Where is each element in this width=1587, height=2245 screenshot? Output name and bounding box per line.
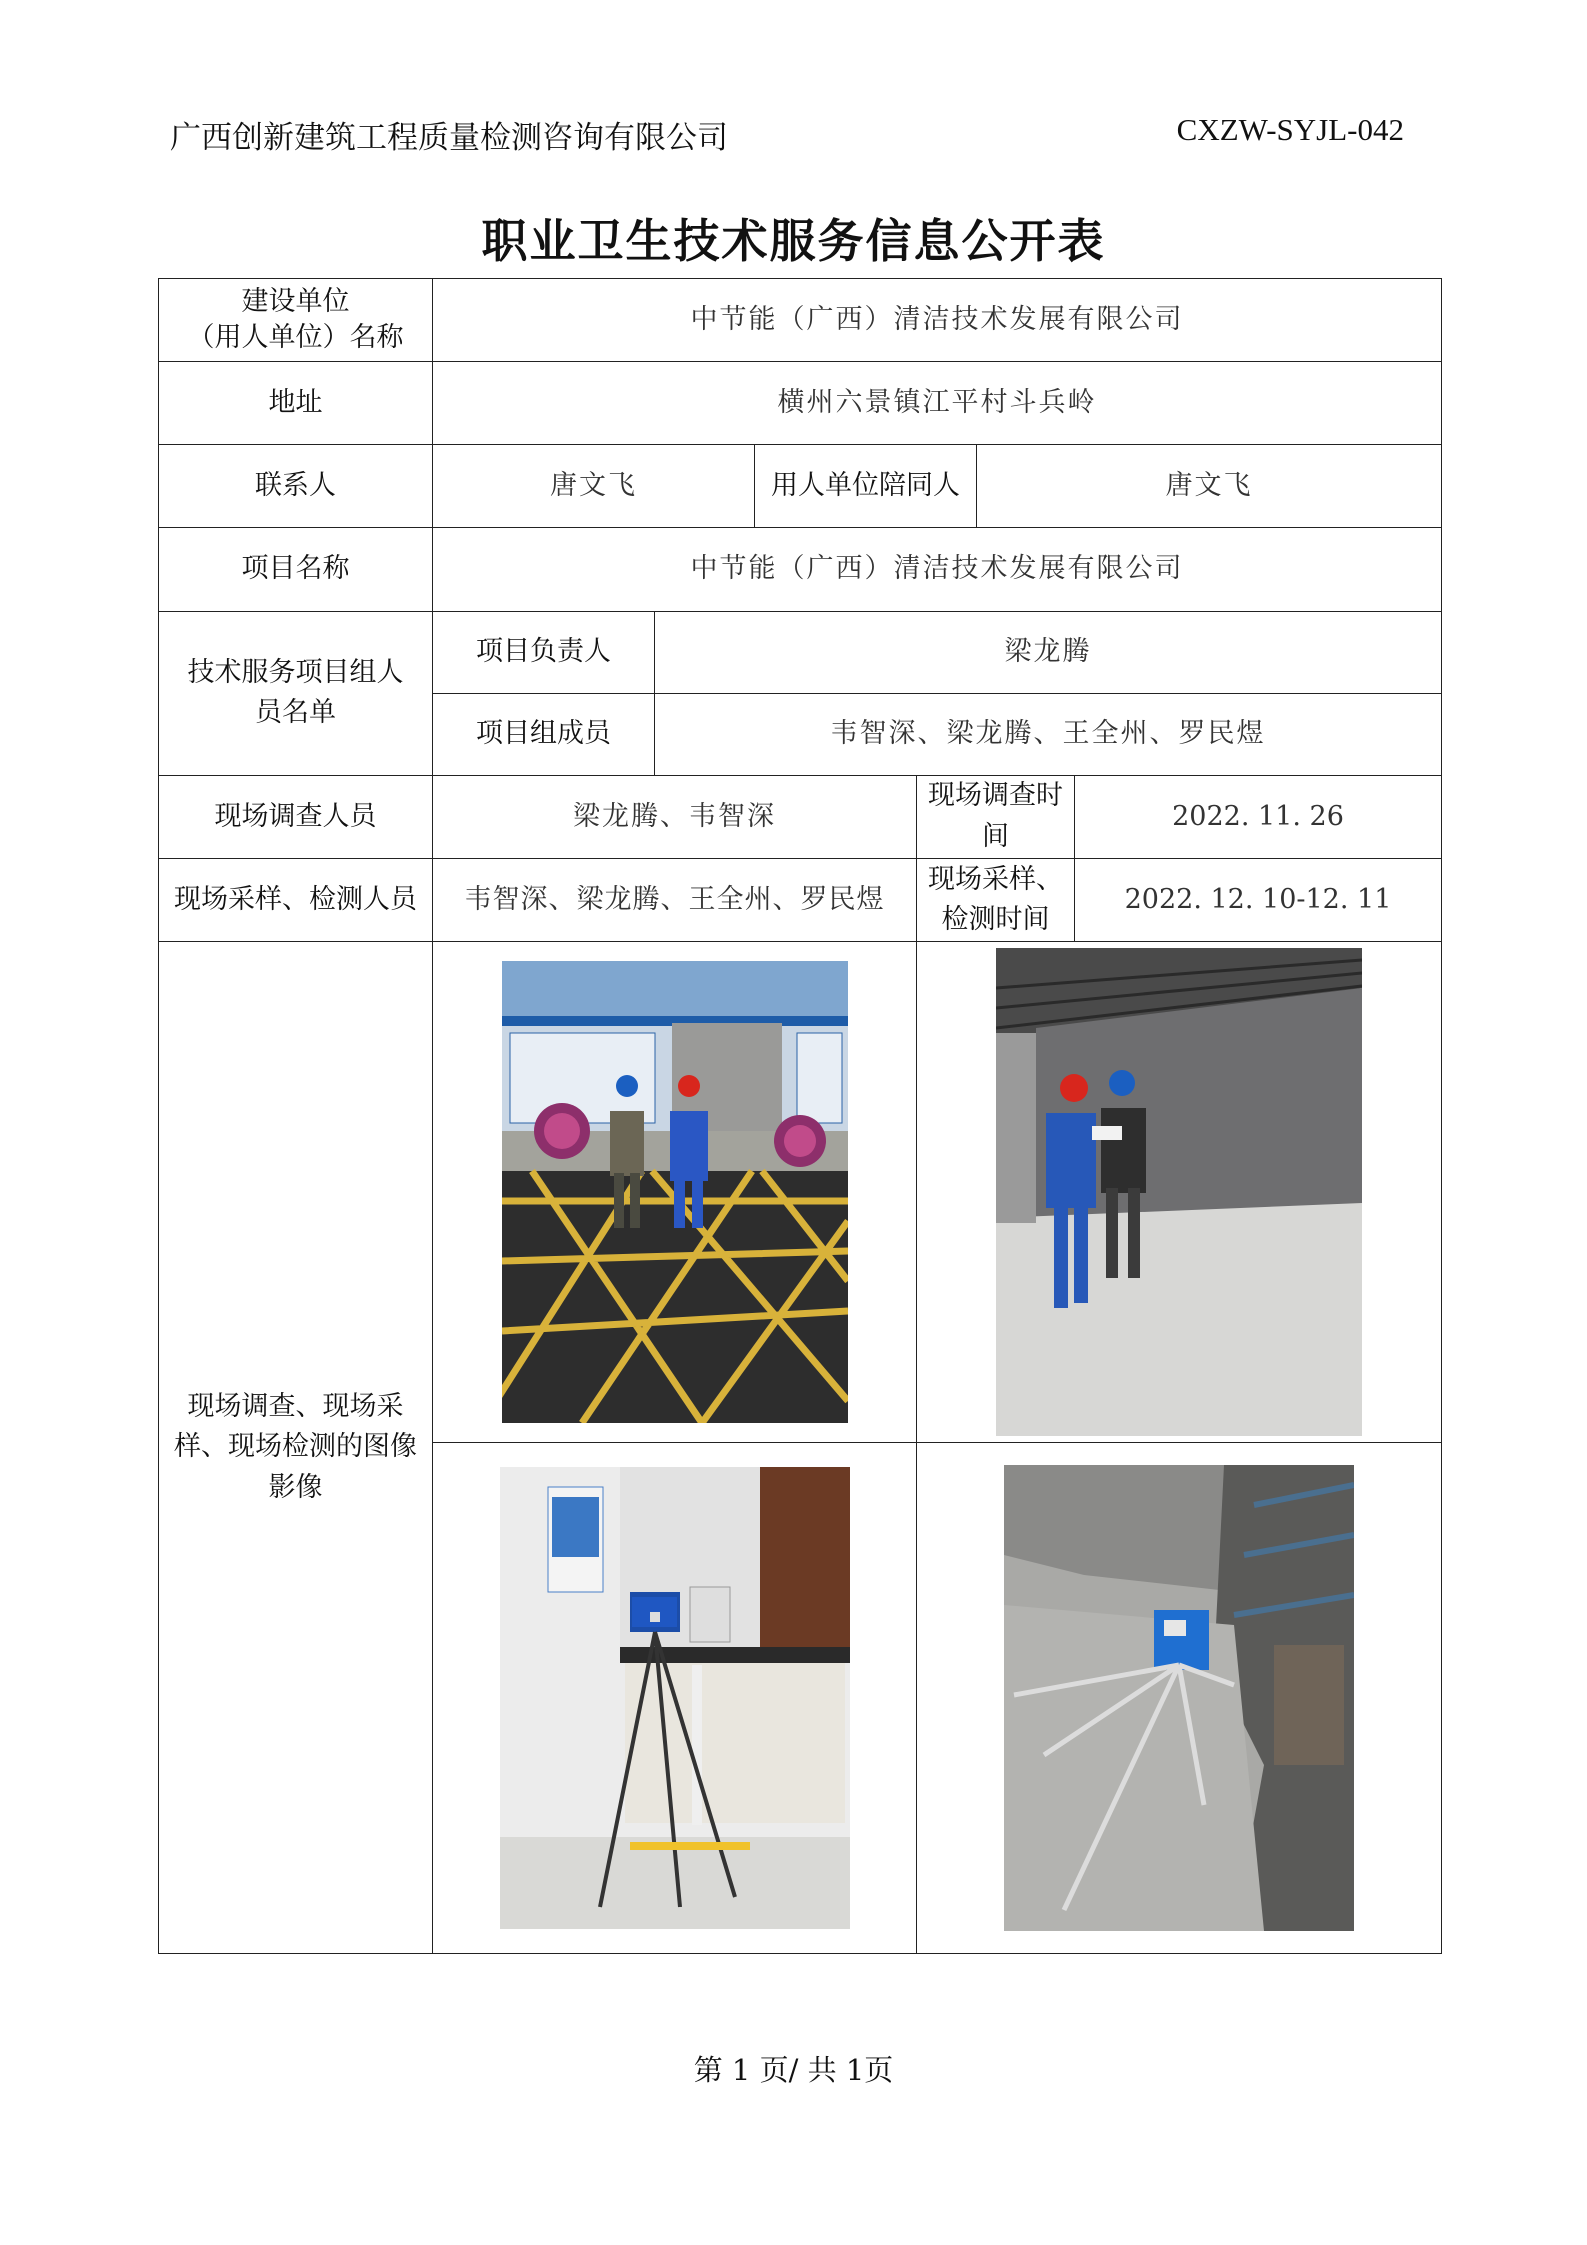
leader-label: 项目负责人 — [433, 611, 655, 693]
survey-staff-value: 梁龙腾、韦智深 — [433, 775, 917, 858]
contact-label: 联系人 — [159, 445, 433, 528]
address-value: 横州六景镇江平村斗兵岭 — [433, 362, 1442, 445]
photo-cell-3 — [433, 1443, 917, 1954]
photo-wall-inspection — [996, 948, 1362, 1436]
photo-cell-2 — [917, 942, 1442, 1443]
photo-lab-sampler-image — [500, 1467, 850, 1929]
info-table — [158, 278, 1442, 1954]
leader-value: 梁龙腾 — [655, 611, 1442, 693]
survey-staff-label: 现场调查人员 — [159, 775, 433, 858]
members-value: 韦智深、梁龙腾、王全州、罗民煜 — [655, 693, 1442, 775]
sampling-staff-value: 韦智深、梁龙腾、王全州、罗民煜 — [433, 858, 917, 941]
sampling-time-label: 现场采样、检测时间 — [917, 858, 1075, 941]
photo-wall-inspection-image — [996, 948, 1362, 1436]
unit-value: 中节能（广西）清洁技术发展有限公司 — [433, 279, 1442, 362]
escort-label: 用人单位陪同人 — [755, 445, 977, 528]
members-label: 项目组成员 — [433, 693, 655, 775]
escort-value: 唐文飞 — [977, 445, 1442, 528]
address-label: 地址 — [159, 362, 433, 445]
company-name: 广西创新建筑工程质量检测咨询有限公司 — [170, 120, 728, 156]
sampling-staff-label: 现场采样、检测人员 — [159, 858, 433, 941]
page-footer: 第 1 页/ 共 1页 — [693, 2053, 894, 2087]
photo-cell-4 — [917, 1443, 1442, 1954]
photo-site-entrance-image — [502, 961, 848, 1423]
survey-time-value: 2022. 11. 26 — [1075, 775, 1442, 858]
sampling-time-value: 2022. 12. 10-12. 11 — [1075, 858, 1442, 941]
contact-value: 唐文飞 — [433, 445, 755, 528]
unit-label: 建设单位 （用人单位）名称 — [159, 279, 433, 362]
photo-site-entrance — [502, 961, 848, 1423]
photo-workshop-sampler — [1004, 1465, 1354, 1931]
document-code: CXZW-SYJL-042 — [1176, 112, 1404, 147]
photo-workshop-sampler-image — [1004, 1465, 1354, 1931]
images-label: 现场调查、现场采样、现场检测的图像影像 — [159, 942, 433, 1954]
survey-time-label: 现场调查时间 — [917, 775, 1075, 858]
photo-cell-1 — [433, 942, 917, 1443]
page-title: 职业卫生技术服务信息公开表 — [481, 214, 1106, 268]
photo-lab-sampler — [500, 1467, 850, 1929]
project-label: 项目名称 — [159, 528, 433, 611]
team-label: 技术服务项目组人员名单 — [159, 611, 433, 775]
project-value: 中节能（广西）清洁技术发展有限公司 — [433, 528, 1442, 611]
